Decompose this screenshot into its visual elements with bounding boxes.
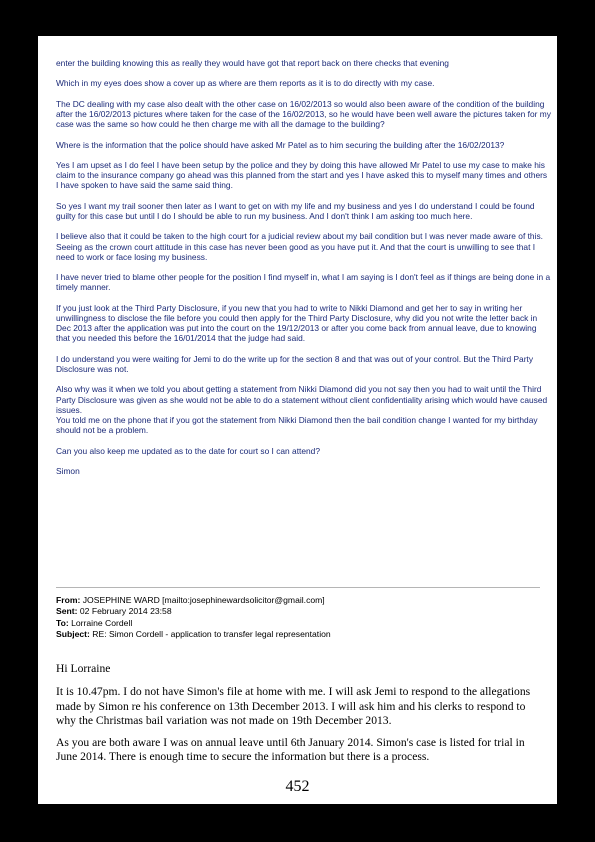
email-paragraph: I believe also that it could be taken to the high court for a judicial review about my bail condition but I was never made aware of this. Seeing as the crown court attitude in this case has never been good as you have put it. And that the court is unwilling to see that I need to work or face losing my business. <box>56 231 543 262</box>
reply-greeting: Hi Lorraine <box>56 662 111 675</box>
email-paragraph: Where is the information that the police should have asked Mr Patel as to him securing the building after the 16/02/2013? <box>56 139 505 150</box>
header-divider <box>56 587 540 588</box>
email-paragraph: Also why was it when we told you about getting a statement from Nikki Diamond did you not say then you had to wait until the Third Party Disclosure was given as she would not be able to do a statement without client confidentiality arising which would have caused issues. You told me on the phone that if you got the statement from Nikki Diamond then the bail condition change I wanted for my birthday should not be a problem. <box>56 384 548 436</box>
email-paragraph: Yes I am upset as I do feel I have been setup by the police and they by doing this have allowed Mr Patel to use my case to make his claim to the insurance company go ahead was this planned from the start and yes I have asked this to myself many times and others I have spoken to have said the same said thing. <box>56 159 548 191</box>
header-sent-row <box>56 606 551 617</box>
to-value: Lorraine Cordell <box>71 617 133 628</box>
email-paragraph: I have never tried to blame other people for the position I find myself in, what I am saying is I don't feel as if things are being done in a timely manner. <box>56 272 551 293</box>
from-label: From: <box>56 595 81 605</box>
email-paragraph: The DC dealing with my case also dealt with the other case on 16/02/2013 so would also been aware of the condition of the building after the 16/02/2013 pictures where taken for the case of the 16/02/2013, so he would have been well aware the pictures taken for my case was the same so how could he then charge me with all the damage to the building? <box>56 98 551 130</box>
header-subject-row <box>56 629 551 640</box>
email-paragraph: If you just look at the Third Party Disclosure, if you new that you had to write to Nikki Diamond and get her to say in writing her unwillingness to disclose the file before you could then apply for the Third Party Disclosure, why did you not write the letter back in Dec 2013 after the application was put into the court on the 19/12/2013 or after you come back from annual leave, due to knowing that you needed this before the 16/01/2014 that the judge had said. <box>56 302 538 344</box>
email-paragraph: So yes I want my trail sooner then later as I want to get on with my life and my business and yes I do understand I could be found guilty for this case but until I do I should be able to run my business. And I don't think I am asking too much here. <box>56 200 535 221</box>
sent-label: Sent: <box>56 606 78 617</box>
header-from-row <box>56 595 551 606</box>
email-paragraph: Which in my eyes does show a cover up as where are them reports as it is to do directly with my case. <box>56 78 435 89</box>
to-label: To: <box>56 617 69 628</box>
from-value: JOSEPHINE WARD [mailto:josephinewardsolicitor@gmail.com] <box>82 595 325 605</box>
reply-body <box>56 662 542 771</box>
subject-value: RE: Simon Cordell - application to transfer legal representation <box>92 628 331 639</box>
email-paragraph: I do understand you were waiting for Jemi to do the write up for the section 8 and that was out of your control. But the Third Party Disclosure was not. <box>56 353 534 374</box>
sent-value: 02 February 2014 23:58 <box>79 606 172 617</box>
reply-paragraph: It is 10.47pm. I do not have Simon's file at home with me. I will ask Jemi to respond to the allegations made by Simon re his conference on 13th December 2013. I will ask him and his clerks to respond to why the Christmas bail variation was not made on 19th December 2013. <box>56 685 531 728</box>
subject-label: Subject: <box>56 628 90 639</box>
email-body <box>56 58 551 486</box>
page-number: 452 <box>285 778 310 795</box>
email-paragraph: Can you also keep me updated as to the date for court so I can attend? <box>56 445 320 456</box>
reply-header <box>56 595 551 640</box>
email-signature: Simon <box>56 465 80 476</box>
header-to-row <box>56 618 551 629</box>
document-page <box>38 36 557 804</box>
email-paragraph: enter the building knowing this as really they would have got that report back on there checks that evening <box>56 58 449 68</box>
reply-paragraph: As you are both aware I was on annual leave until 6th January 2014. Simon's case is listed for trial in June 2014. There is enough time to secure the information but there is a process. <box>56 735 525 764</box>
